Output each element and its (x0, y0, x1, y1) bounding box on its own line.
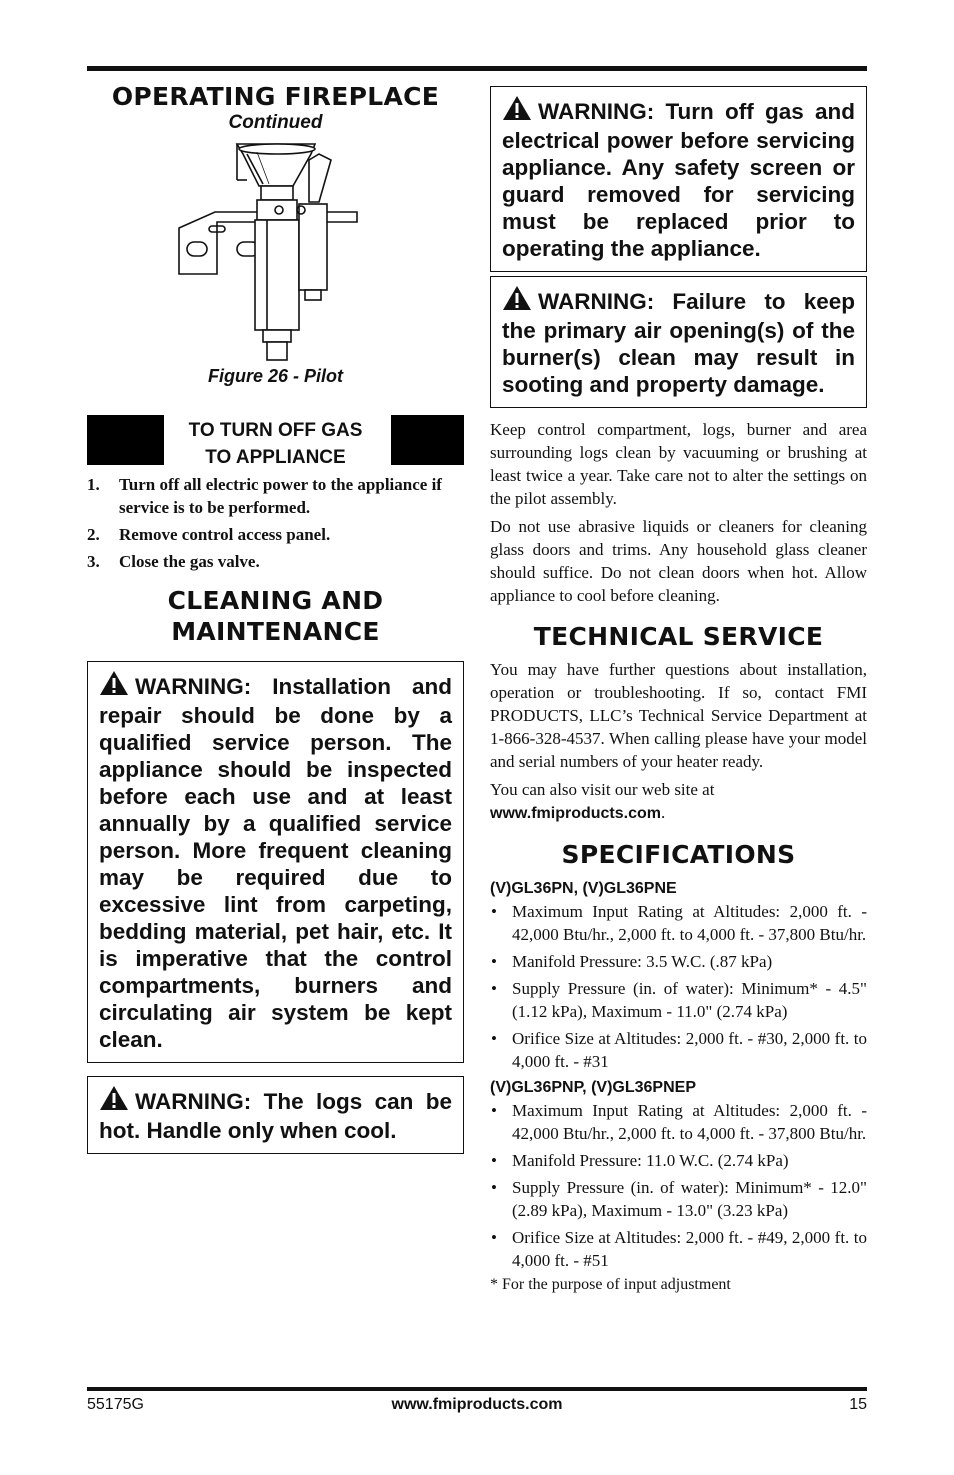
warning-triangle-icon (502, 285, 532, 317)
step-text: Remove control access panel. (119, 525, 331, 544)
bottom-rule (87, 1387, 867, 1391)
continued-label: Continued (228, 112, 323, 133)
list-item: • Maximum Input Rating at Altitudes: 2,000 ft. - 42,000 Btu/hr., 2,000 ft. to 4,000 ft. - 37,800 Btu/hr. (490, 900, 867, 946)
cleaning-title-line1: CLEANING AND (167, 586, 384, 615)
list-item: • Orifice Size at Altitudes: 2,000 ft. - #30, 2,000 ft. to 4,000 ft. - #31 (490, 1027, 867, 1073)
step-number: 1. (87, 475, 100, 494)
left-column (87, 72, 464, 1154)
step-item (87, 473, 464, 519)
warning-triangle-icon (99, 670, 129, 702)
model-heading: (V)GL36PNP, (V)GL36PNEP (490, 1079, 696, 1096)
list-item: • Supply Pressure (in. of water): Minimum* - 12.0" (2.89 kPa), Maximum - 13.0" (3.23 kPa) (490, 1176, 867, 1222)
right-column (490, 72, 867, 1294)
turn-off-steps (87, 473, 464, 573)
step-number: 3. (87, 552, 100, 571)
section-title-cleaning (87, 585, 464, 647)
list-item: • Maximum Input Rating at Altitudes: 2,000 ft. - 42,000 Btu/hr., 2,000 ft. to 4,000 ft. - 37,800 Btu/hr. (490, 1099, 867, 1145)
warning-triangle-icon (99, 1085, 129, 1117)
figure-caption: Figure 26 - Pilot (207, 366, 344, 386)
footer-website: www.fmiproducts.com (391, 1396, 563, 1413)
turn-off-header (87, 415, 464, 467)
cleaning-title-line2: MAINTENANCE (171, 617, 380, 646)
paragraph: Do not use abrasive liquids or cleaners for cleaning glass doors and trims. Any household glass cleaner should suffice. Do not clean doors when hot. Allow appliance to cool before cleaning. (490, 517, 867, 605)
section-title-specifications: SPECIFICATIONS (561, 840, 796, 869)
list-item: • Manifold Pressure: 11.0 W.C. (2.74 kPa) (490, 1149, 867, 1172)
list-item: • Manifold Pressure: 3.5 W.C. (.87 kPa) (490, 950, 867, 973)
top-rule (87, 66, 867, 71)
list-item: • Supply Pressure (in. of water): Minimum* - 4.5" (1.12 kPa), Maximum - 11.0" (2.74 kPa) (490, 977, 867, 1023)
step-text: Close the gas valve. (119, 552, 260, 571)
warning-box-installation (87, 661, 464, 1063)
model-heading: (V)GL36PN, (V)GL36PNE (490, 880, 677, 897)
warning-text-air-opening: WARNING: Failure to keep the primary air opening(s) of the burner(s) clean may result in sooting and property damage. (502, 289, 855, 397)
step-item (87, 523, 464, 546)
footnote: * For the purpose of input adjustment (490, 1276, 731, 1293)
turn-off-title-line1: TO TURN OFF GAS (188, 420, 363, 441)
warning-triangle-icon (502, 95, 532, 127)
warning-box-logs (87, 1076, 464, 1154)
paragraph: You may have further questions about installation, operation or troubleshooting. If so, contact FMI PRODUCTS, LLC’s Technical Service Department at 1-866-328-4537. When calling please have your model and serial numbers of your heater ready. (490, 660, 867, 771)
section-title-operating: OPERATING FIREPLACE (111, 82, 440, 111)
list-item: • Orifice Size at Altitudes: 2,000 ft. - #49, 2,000 ft. to 4,000 ft. - #51 (490, 1226, 867, 1272)
section-title-technical: TECHNICAL SERVICE (533, 622, 824, 651)
doc-number: 55175G (87, 1396, 144, 1413)
black-tab-right (391, 415, 464, 465)
spec-list (490, 900, 867, 1073)
warning-text-installation: WARNING: Installation and repair should be done by a qualified service person. The appliance should be inspected before each use and at least annually by a qualified service person. More frequent cleaning may be required due to excessive lint from carpeting, bedding material, pet hair, etc. It is imperative that the control compartments, burners and circulating air system be kept clean. (99, 674, 452, 1052)
page-number: 15 (849, 1396, 867, 1413)
maintenance-text (490, 418, 867, 607)
step-text: Turn off all electric power to the appliance if service is to be performed. (119, 475, 442, 517)
spec-list (490, 1099, 867, 1272)
warning-box-servicing (490, 86, 867, 272)
warning-text-servicing: WARNING: Turn off gas and electrical power before servicing appliance. Any safety screen or guard removed for servicing must be replaced prior to operating the appliance. (502, 99, 855, 261)
paragraph: Keep control compartment, logs, burner and area surrounding logs clean by vacuuming or brushing at least twice a year. Take care not to alter the settings on the pilot assembly. (490, 420, 867, 508)
warning-box-air-opening (490, 276, 867, 408)
step-number: 2. (87, 525, 100, 544)
warning-text-logs: WARNING: The logs can be hot. Handle only when cool. (99, 1089, 452, 1143)
turn-off-title-line2: TO APPLIANCE (205, 447, 346, 468)
turn-off-title (164, 417, 387, 471)
website-link[interactable]: www.fmiproducts.com (490, 805, 661, 822)
website-prefix: You can also visit our web site at (490, 780, 715, 799)
pilot-illustration (87, 140, 464, 362)
step-item (87, 550, 464, 573)
period: . (660, 803, 666, 822)
website-paragraph (490, 778, 867, 825)
pilot-figure (87, 140, 464, 362)
black-tab-left (87, 415, 164, 465)
